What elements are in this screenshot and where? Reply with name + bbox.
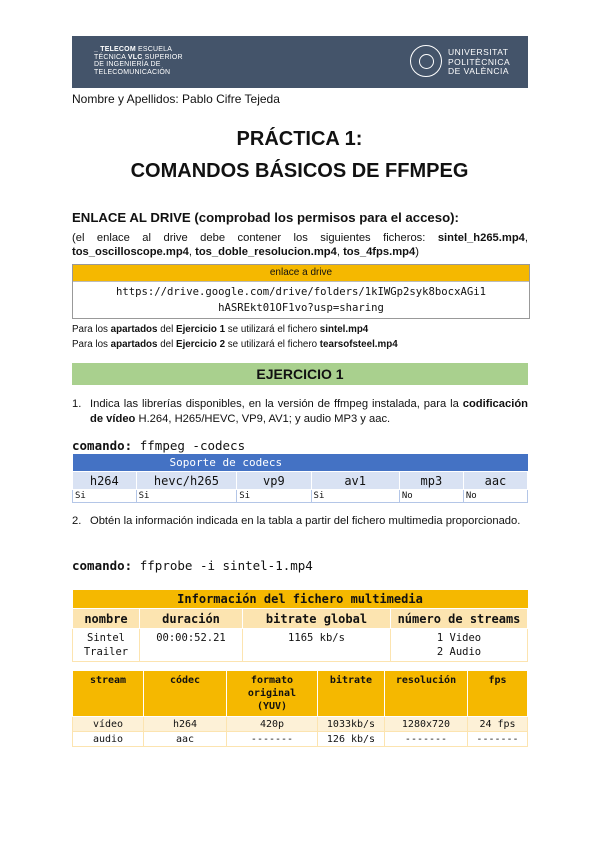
note-bold: apartados: [110, 339, 158, 350]
note-text: del: [157, 324, 177, 335]
column-header: h264: [73, 472, 137, 490]
drive-box-header: enlace a drive: [73, 265, 529, 282]
table-cell: vídeo: [73, 717, 144, 732]
exercise-1-note: [72, 324, 368, 335]
command-value: ffprobe -i sintel-1.mp4: [132, 558, 313, 573]
header-banner: [72, 36, 528, 88]
table-cell: Si: [311, 490, 399, 503]
note-text: se utilizará el fichero: [225, 339, 320, 350]
drive-heading: ENLACE AL DRIVE (comprobad los permisos para el acceso):: [72, 210, 459, 225]
note-bold: tearsofsteel.mp4: [319, 339, 398, 350]
table-caption: Información del fichero multimedia: [73, 590, 528, 609]
column-header: mp3: [399, 472, 463, 490]
cell-line: Trailer: [83, 646, 129, 658]
question-text-part: Indica las librerías disponibles, en la versión de ffmpeg instalada, para la: [90, 398, 463, 410]
column-header: hevc/h265: [136, 472, 237, 490]
table-header-row: [73, 671, 528, 717]
upv-logo: [410, 45, 520, 79]
logo-text: _ TELECOM: [94, 46, 136, 53]
upv-line: UNIVERSITAT: [448, 47, 509, 57]
table-cell: aac: [144, 732, 227, 747]
column-header: bitrate global: [243, 609, 391, 629]
streams-table: [72, 670, 528, 747]
header-line: formato: [250, 675, 294, 686]
telecom-logo: [94, 46, 183, 76]
file-info-table: [72, 590, 528, 662]
question-1: [72, 397, 528, 426]
note-bold: Ejercicio 1: [176, 324, 226, 335]
column-header: stream: [73, 671, 144, 717]
table-caption: Soporte de codecs: [73, 454, 528, 472]
cell-line: 1 Video: [436, 632, 482, 644]
note-text: ): [415, 245, 419, 258]
column-header: av1: [311, 472, 399, 490]
question-number: 1.: [72, 398, 82, 410]
table-cell: 1280x720: [385, 717, 468, 732]
note-bold: apartados: [110, 324, 158, 335]
column-header: aac: [463, 472, 527, 490]
file-name: sintel_h265.mp4: [437, 232, 525, 244]
table-row: [73, 717, 528, 732]
column-header: bitrate: [318, 671, 385, 717]
logo-text: DE INGENIERÍA DE: [94, 61, 161, 68]
question-text: Obtén la información indicada en la tabla a partir del fichero multimedia proporcionado.: [90, 515, 521, 527]
command-1: [72, 438, 245, 453]
drive-link-box: [72, 264, 530, 319]
table-cell: 420p: [227, 717, 318, 732]
column-header: [227, 671, 318, 717]
codecs-table: [72, 454, 528, 503]
exercise-2-note: [72, 339, 398, 350]
note-text: (el enlace al drive debe contener los siguientes ficheros:: [72, 232, 438, 244]
table-cell: 1033kb/s: [318, 717, 385, 732]
header-line: (YUV): [256, 701, 288, 712]
upv-line: DE VALÈNCIA: [448, 66, 510, 76]
table-cell: 24 fps: [468, 717, 528, 732]
author-line: Nombre y Apellidos: Pablo Cifre Tejeda: [72, 92, 280, 106]
table-header-row: [73, 609, 528, 629]
note-text: se utilizará el fichero: [225, 324, 320, 335]
table-cell: [391, 629, 528, 662]
table-cell: -------: [385, 732, 468, 747]
page-subtitle: COMANDOS BÁSICOS DE FFMPEG: [130, 160, 469, 182]
header-line: original: [247, 688, 297, 699]
column-header: nombre: [73, 609, 140, 629]
cell-line: 2 Audio: [436, 646, 482, 658]
table-cell: h264: [144, 717, 227, 732]
table-cell: -------: [227, 732, 318, 747]
question-text-bold: codificación de vídeo: [90, 398, 528, 425]
table-cell: No: [399, 490, 463, 503]
command-label: comando:: [72, 558, 133, 573]
note-text: Para los: [72, 339, 111, 350]
question-text-part: H.264, H265/HEVC, VP9, AV1; y audio MP3 y aac.: [135, 412, 391, 425]
university-seal-icon: [410, 45, 442, 77]
table-cell: -------: [468, 732, 528, 747]
table-cell: 00:00:52.21: [140, 629, 243, 662]
drive-url-link[interactable]: https://drive.google.com/drive/folders/1kIWGp2syk8bocxAGi1hASREkt01OF1vo?usp=sharing: [116, 286, 486, 314]
table-cell: 1165 kb/s: [243, 629, 391, 662]
page-title: PRÁCTICA 1:: [236, 128, 363, 150]
exercise-heading: EJERCICIO 1: [72, 363, 528, 385]
question-2: [72, 514, 528, 529]
command-label: comando:: [72, 438, 133, 453]
table-cell: Si: [73, 490, 137, 503]
table-row: [73, 732, 528, 747]
table-cell: [73, 629, 140, 662]
drive-note: (el enlace al drive debe contener los siguientes ficheros: sintel_h265.mp4, tos_oscilloscope.mp4, tos_doble_resolucion.mp4, tos_4fps.mp4): [72, 232, 528, 258]
upv-line: POLITÈCNICA: [448, 56, 511, 67]
logo-text: VLC: [127, 53, 143, 61]
column-header: vp9: [237, 472, 311, 490]
logo-text: SUPERIOR: [142, 53, 183, 61]
column-header: resolución: [385, 671, 468, 717]
note-bold: sintel.mp4: [319, 324, 369, 335]
logo-text: ESCUELA: [135, 46, 173, 53]
table-cell: Si: [136, 490, 237, 503]
file-name: tos_4fps.mp4: [343, 245, 416, 258]
logo-text: TÉCNICA: [94, 53, 128, 61]
question-text: [90, 397, 528, 426]
table-row: [73, 490, 528, 503]
table-header-row: [73, 472, 528, 490]
column-header: número de streams: [391, 609, 528, 629]
file-name: tos_doble_resolucion.mp4: [195, 245, 337, 258]
table-cell: audio: [73, 732, 144, 747]
table-row: [73, 629, 528, 662]
note-bold: Ejercicio 2: [176, 339, 226, 350]
note-text: Para los: [72, 324, 111, 335]
table-cell: 126 kb/s: [318, 732, 385, 747]
note-text: del: [157, 339, 177, 350]
table-cell: No: [463, 490, 527, 503]
upv-name: [448, 48, 510, 77]
command-2: [72, 558, 313, 573]
command-value: ffmpeg -codecs: [132, 438, 246, 453]
column-header: fps: [468, 671, 528, 717]
column-header: códec: [144, 671, 227, 717]
logo-text: TELECOMUNICACIÓN: [94, 68, 171, 76]
column-header: duración: [140, 609, 243, 629]
cell-line: Sintel: [87, 632, 125, 644]
question-number: 2.: [72, 515, 82, 527]
table-cell: Si: [237, 490, 311, 503]
file-name: tos_oscilloscope.mp4: [72, 245, 189, 258]
